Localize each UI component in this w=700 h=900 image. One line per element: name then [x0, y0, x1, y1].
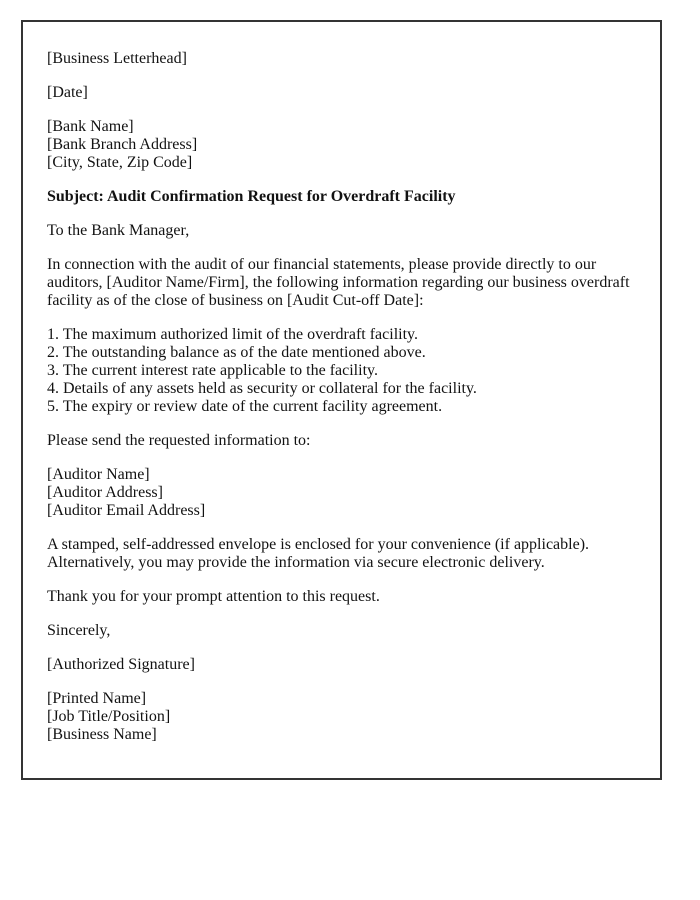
- request-item: 5. The expiry or review date of the current facility agreement.: [47, 398, 443, 415]
- send-instruction-line: Please send the requested information to:: [47, 432, 311, 449]
- business-name-line: [Business Name]: [47, 726, 157, 743]
- closing-line: Sincerely,: [47, 622, 111, 639]
- bank-city-state-zip-line: [City, State, Zip Code]: [47, 154, 193, 171]
- request-item: 2. The outstanding balance as of the date mentioned above.: [47, 344, 426, 361]
- delivery-line: A stamped, self-addressed envelope is enclosed for your convenience (if applicable).: [47, 536, 590, 553]
- request-item: 3. The current interest rate applicable to the facility.: [47, 362, 378, 379]
- intro-line: In connection with the audit of our financial statements, please provide directly to our: [47, 256, 597, 273]
- request-item: 1. The maximum authorized limit of the overdraft facility.: [47, 326, 418, 343]
- date-placeholder: [Date]: [47, 84, 88, 101]
- subject-line: Subject: Audit Confirmation Request for Overdraft Facility: [47, 188, 456, 205]
- bank-address-block: [47, 118, 636, 172]
- intro-paragraph: [47, 256, 636, 310]
- intro-line: facility as of the close of business on [Audit Cut-off Date]:: [47, 292, 424, 309]
- auditor-name-line: [Auditor Name]: [47, 466, 150, 483]
- signature-block: [47, 690, 636, 744]
- job-title-line: [Job Title/Position]: [47, 708, 171, 725]
- letterhead-placeholder: [Business Letterhead]: [47, 50, 187, 67]
- printed-name-line: [Printed Name]: [47, 690, 147, 707]
- letter-page: [21, 20, 662, 780]
- salutation-line: To the Bank Manager,: [47, 222, 190, 239]
- intro-line: auditors, [Auditor Name/Firm], the following information regarding our business overdraft: [47, 274, 630, 291]
- request-item: 4. Details of any assets held as security or collateral for the facility.: [47, 380, 477, 397]
- auditor-address-line: [Auditor Address]: [47, 484, 163, 501]
- bank-name-line: [Bank Name]: [47, 118, 134, 135]
- delivery-line: Alternatively, you may provide the information via secure electronic delivery.: [47, 554, 545, 571]
- thank-you-line: Thank you for your prompt attention to this request.: [47, 588, 380, 605]
- bank-branch-address-line: [Bank Branch Address]: [47, 136, 198, 153]
- request-list: [47, 326, 636, 416]
- auditor-address-block: [47, 466, 636, 520]
- delivery-paragraph: [47, 536, 636, 572]
- auditor-email-line: [Auditor Email Address]: [47, 502, 206, 519]
- signature-placeholder: [Authorized Signature]: [47, 656, 195, 673]
